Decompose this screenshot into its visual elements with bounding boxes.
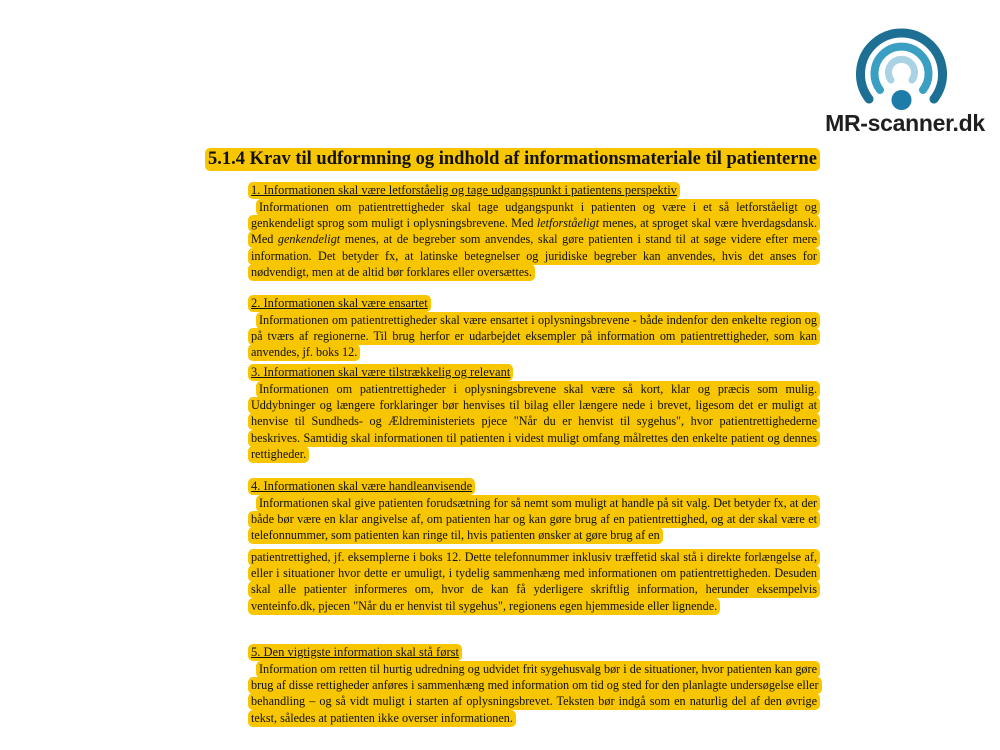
section-body: patientrettighed, jf. eksemplerne i boks 12. Dette telefonnummer inklusiv træffetid skal stå i direkte forlængelse af, eller i situationer hvor dette er umuligt, i tydelig sammenhæng med informationen om patientrettigheden. Desuden skal alle patienter informeres om, hvor de kan få yderligere skriftlig information, herunder eksempelvis venteinfo.dk, pjecen "Når du er henvist til sygehus", regionens egen hjemmeside eller lignende. xyxy=(248,549,820,614)
emphasis-text: letforståeligt xyxy=(536,216,600,231)
section-body: Informationen om patientrettigheder skal tage udgangspunkt i patienten og være i et så letforståeligt og genkendeligt sprog som muligt i oplysningsbrevene. Med letforståeligt menes, at sproget skal være hverdagsdansk. Med genkendeligt menes, at de begreber som anvendes, skal gøre patienten i stand til at søge videre efter mere information. Det betyder fx, at latinske betegnelser og juridiske begreber kan anvendes, hvis det anses for nødvendigt, men at de altid bør forklares eller oversættes. xyxy=(248,199,820,280)
section-4-continued xyxy=(248,548,820,614)
section-body: Information om retten til hurtig udredning og udvidet frit sygehusvalg bør i de situationer, hvor patienten kan gøre brug af disse rettigheder anføres i sammenhæng med information om tid og sted for den planlagte undersøgelse eller behandling – og så vidt muligt i starten af oplysningsbrevet. Teksten bør indgå som en naturlig del af den øvrige tekst, således at patienten ikke overser informationen. xyxy=(248,661,820,726)
section-heading: 3. Informationen skal være tilstrækkelig og relevant xyxy=(248,364,820,380)
section-heading: 1. Informationen skal være letforståelig og tage udgangspunkt i patientens perspektiv xyxy=(248,182,820,198)
section-heading: 4. Informationen skal være handleanvisende xyxy=(248,478,820,494)
section-body: Informationen om patientrettigheder i oplysningsbrevene skal være så kort, klar og præcis som mulig. Uddybninger og længere forklaringer bør henvises til bilag eller længere nede i brevet, ligesom det er muligt at henvise til Sundheds- og Ældreministeriets pjece "Når du er henvist til sygehus", hvor patientrettighederne beskrives. Samtidig skal informationen til patienten i videst muligt omfang målrettes den enkelte patient og dennes rettigheder. xyxy=(248,381,820,462)
section-heading: 5. Den vigtigste information skal stå først xyxy=(248,644,820,660)
emphasis-text: genkendeligt xyxy=(277,232,341,247)
page-title xyxy=(205,146,825,172)
title-text: 5.1.4 Krav til udformning og indhold af informationsmateriale til patienterne xyxy=(205,148,820,171)
section-body: Informationen om patientrettigheder skal være ensartet i oplysningsbrevene - både indenfor den enkelte region og på tværs af regionerne. Til brug herfor er udarbejdet eksempler på information om patientrettigheder, som kan anvendes, jf. boks 12. xyxy=(248,312,820,361)
section-body: Informationen skal give patienten forudsætning for så nemt som muligt at handle på sit valg. Det betyder fx, at der både bør være en klar angivelse af, om patienten har og kan gøre brug af en patientrettighed, og at der skal være et telefonnummer, som patienten kan ringe til, hvis patienten ønsker at gøre brug af en xyxy=(248,495,820,544)
section-3 xyxy=(248,364,820,462)
section-2 xyxy=(248,295,820,361)
section-5 xyxy=(248,644,820,726)
section-heading: 2. Informationen skal være ensartet xyxy=(248,295,820,311)
section-1 xyxy=(248,182,820,280)
logo-text: MR-scanner.dk xyxy=(825,110,985,136)
section-4 xyxy=(248,478,820,544)
